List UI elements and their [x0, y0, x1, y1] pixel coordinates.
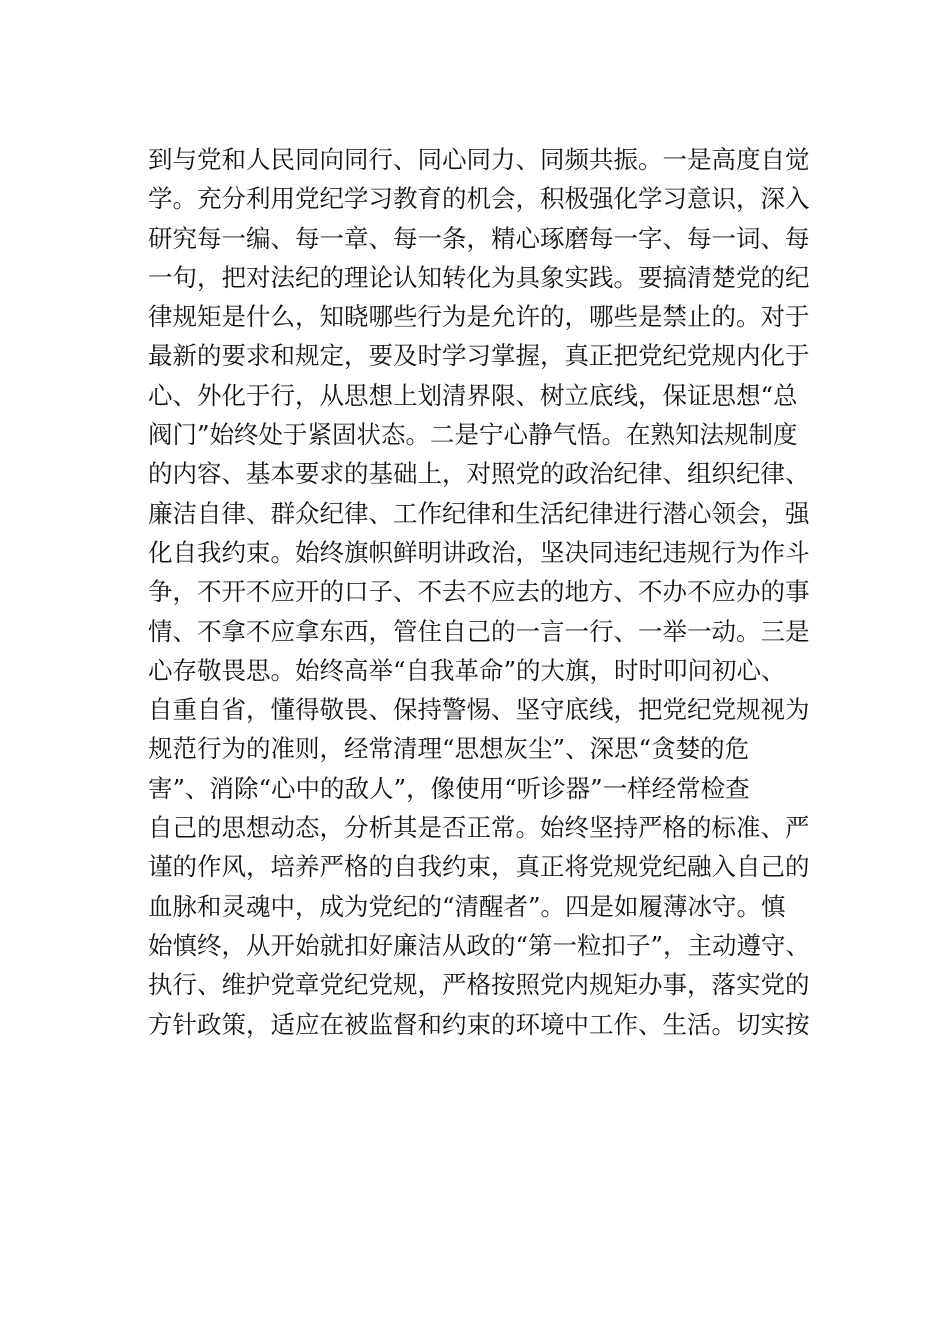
text-line-11: 化自我约束。始终旗帜鲜明讲政治，坚决同违纪违规行为作斗	[148, 537, 810, 567]
text-line-20: 血脉和灵魂中，成为党纪的“清醒者”。四是如履薄冰守。慎	[148, 891, 786, 921]
text-line-19: 谨的作风，培养严格的自我约束，真正将党规党纪融入自己的	[148, 852, 810, 882]
text-line-5: 律规矩是什么，知晓哪些行为是允许的，哪些是禁止的。对于	[148, 302, 810, 332]
text-line-2: 学。充分利用党纪学习教育的机会，积极强化学习意识，深入	[148, 184, 810, 214]
text-line-8: 阀门”始终处于紧固状态。二是宁心静气悟。在熟知法规制度	[148, 420, 798, 450]
text-line-10: 廉洁自律、群众纪律、工作纪律和生活纪律进行潜心领会，强	[148, 498, 810, 528]
text-line-16: 规范行为的准则，经常清理“思想灰尘”、深思“贪婪的危	[148, 734, 750, 764]
text-line-15: 自重自省，懂得敬畏、保持警惕、坚守底线，把党纪党规视为	[148, 695, 810, 725]
text-line-21: 始慎终，从开始就扣好廉洁从政的“第一粒扣子”，主动遵守、	[148, 930, 811, 960]
text-line-1: 到与党和人民同向同行、同心同力、同频共振。一是高度自觉	[148, 145, 810, 174]
text-line-4: 一句，把对法纪的理论认知转化为具象实践。要搞清楚党的纪	[148, 262, 810, 292]
text-line-3: 研究每一编、每一章、每一条，精心琢磨每一字、每一词、每	[148, 223, 810, 253]
text-line-7: 心、外化于行，从思想上划清界限、树立底线，保证思想“总	[148, 380, 798, 410]
text-line-17: 害”、消除“心中的敌人”，像使用“听诊器”一样经常检查	[148, 773, 750, 803]
text-line-22: 执行、维护党章党纪党规，严格按照党内规矩办事，落实党的	[148, 970, 810, 1000]
text-line-12: 争，不开不应开的口子、不去不应去的地方、不办不应办的事	[148, 577, 810, 607]
text-line-6: 最新的要求和规定，要及时学习掌握，真正把党纪党规内化于	[148, 341, 810, 371]
text-line-18: 自己的思想动态，分析其是否正常。始终坚持严格的标准、严	[148, 813, 810, 843]
text-line-9: 的内容、基本要求的基础上，对照党的政治纪律、组织纪律、	[148, 459, 810, 489]
body-text	[148, 140, 828, 1044]
text-line-13: 情、不拿不应拿东西，管住自己的一言一行、一举一动。三是	[148, 616, 810, 646]
text-line-23: 方针政策，适应在被监督和约束的环境中工作、生活。切实按	[148, 1009, 810, 1039]
text-line-14: 心存敬畏思。始终高举“自我革命”的大旗，时时叩问初心、	[148, 655, 786, 685]
